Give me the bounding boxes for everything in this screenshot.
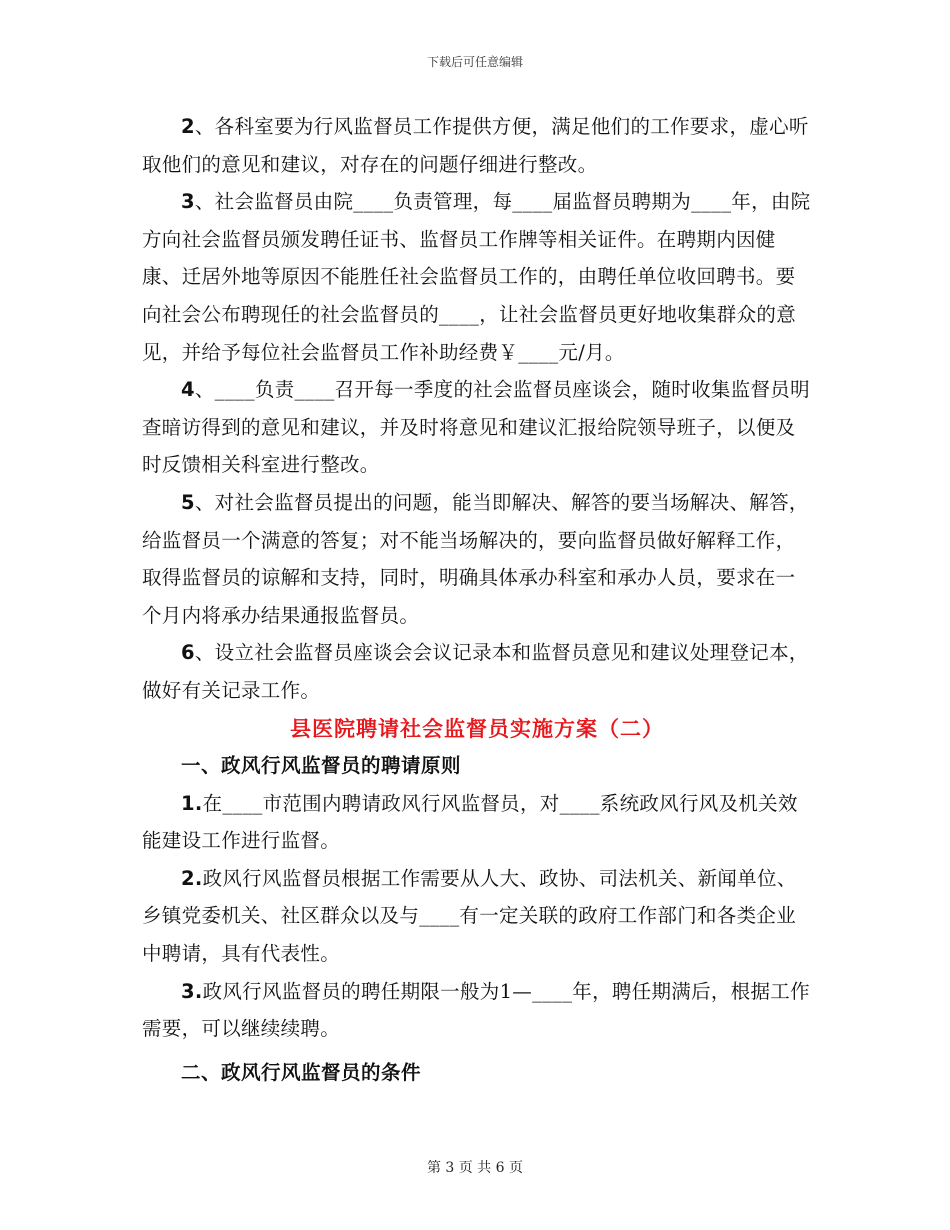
paragraph-text: 、设立社会监督员座谈会会议记录本和监督员意见和建议处理登记本，做好有关记录工作。 bbox=[142, 641, 809, 702]
paragraph-text: 政风行风监督员的聘任期限一般为1—____年，聘任期满后，根据工作需要，可以继续续聘。 bbox=[142, 979, 810, 1041]
document-body bbox=[142, 108, 812, 1091]
paragraph-principle-3 bbox=[142, 973, 812, 1048]
item-number: 1. bbox=[181, 791, 203, 815]
item-number: 2 bbox=[181, 115, 195, 138]
page-header: 下载后可任意编辑 bbox=[426, 55, 523, 69]
item-number: 6 bbox=[181, 641, 195, 665]
paragraph-principle-1 bbox=[142, 785, 812, 860]
paragraph-text: 政风行风监督员根据工作需要从人大、政协、司法机关、新闻单位、乡镇党委机关、社区群众以及与____有一定关联的政府工作部门和各类企业中聘请，具有代表性。 bbox=[142, 866, 797, 966]
section-heading-1: 一、政风行风监督员的聘请原则 bbox=[181, 754, 462, 778]
item-number: 5 bbox=[181, 490, 195, 514]
paragraph-item-6 bbox=[142, 634, 812, 709]
section-title: 县医院聘请社会监督员实施方案（二） bbox=[290, 715, 664, 741]
paragraph-item-3 bbox=[142, 183, 812, 371]
page-footer: 第 3 页 共 6 页 bbox=[426, 1160, 524, 1176]
paragraph-principle-2 bbox=[142, 860, 812, 973]
item-number: 2. bbox=[181, 866, 203, 890]
paragraph-item-2 bbox=[142, 108, 812, 183]
item-number: 3 bbox=[181, 190, 195, 214]
item-number: 4 bbox=[181, 378, 195, 402]
paragraph-text: 、各科室要为行风监督员工作提供方便，满足他们的工作要求，虚心听取他们的意见和建议，对存在的问题仔细进行整改。 bbox=[142, 115, 809, 176]
paragraph-text: 、社会监督员由院____负责管理，每____届监督员聘期为____年，由院方向社会监督员颁发聘任证书、监督员工作牌等相关证件。在聘期内因健康、迁居外地等原因不能胜任社会监督员工作的，由聘任单位收回聘书。要向社会公布聘现任的社会监督员的____，让社会监督员更好地收集群众的意见，并给予每位社会监督员工作补助经费￥____元/月。 bbox=[142, 190, 811, 364]
section-heading-2: 二、政风行风监督员的条件 bbox=[181, 1060, 422, 1084]
item-number: 3. bbox=[181, 979, 203, 1003]
paragraph-text: 在____市范围内聘请政风行风监督员，对____系统政风行风及机关效能建设工作进行监督。 bbox=[142, 791, 798, 853]
paragraph-text: 、对社会监督员提出的问题，能当即解决、解答的要当场解决、解答，给监督员一个满意的答复；对不能当场解决的，要向监督员做好解释工作，取得监督员的谅解和支持，同时，明确具体承办科室和承办人员，要求在一个月内将承办结果通报监督员。 bbox=[142, 490, 809, 627]
paragraph-item-4 bbox=[142, 371, 812, 484]
paragraph-text: 、____负责____召开每一季度的社会监督员座谈会，随时收集监督员明查暗访得到的意见和建议，并及时将意见和建议汇报给院领导班子，以便及时反馈相关科室进行整改。 bbox=[142, 378, 810, 477]
paragraph-item-5 bbox=[142, 484, 812, 634]
